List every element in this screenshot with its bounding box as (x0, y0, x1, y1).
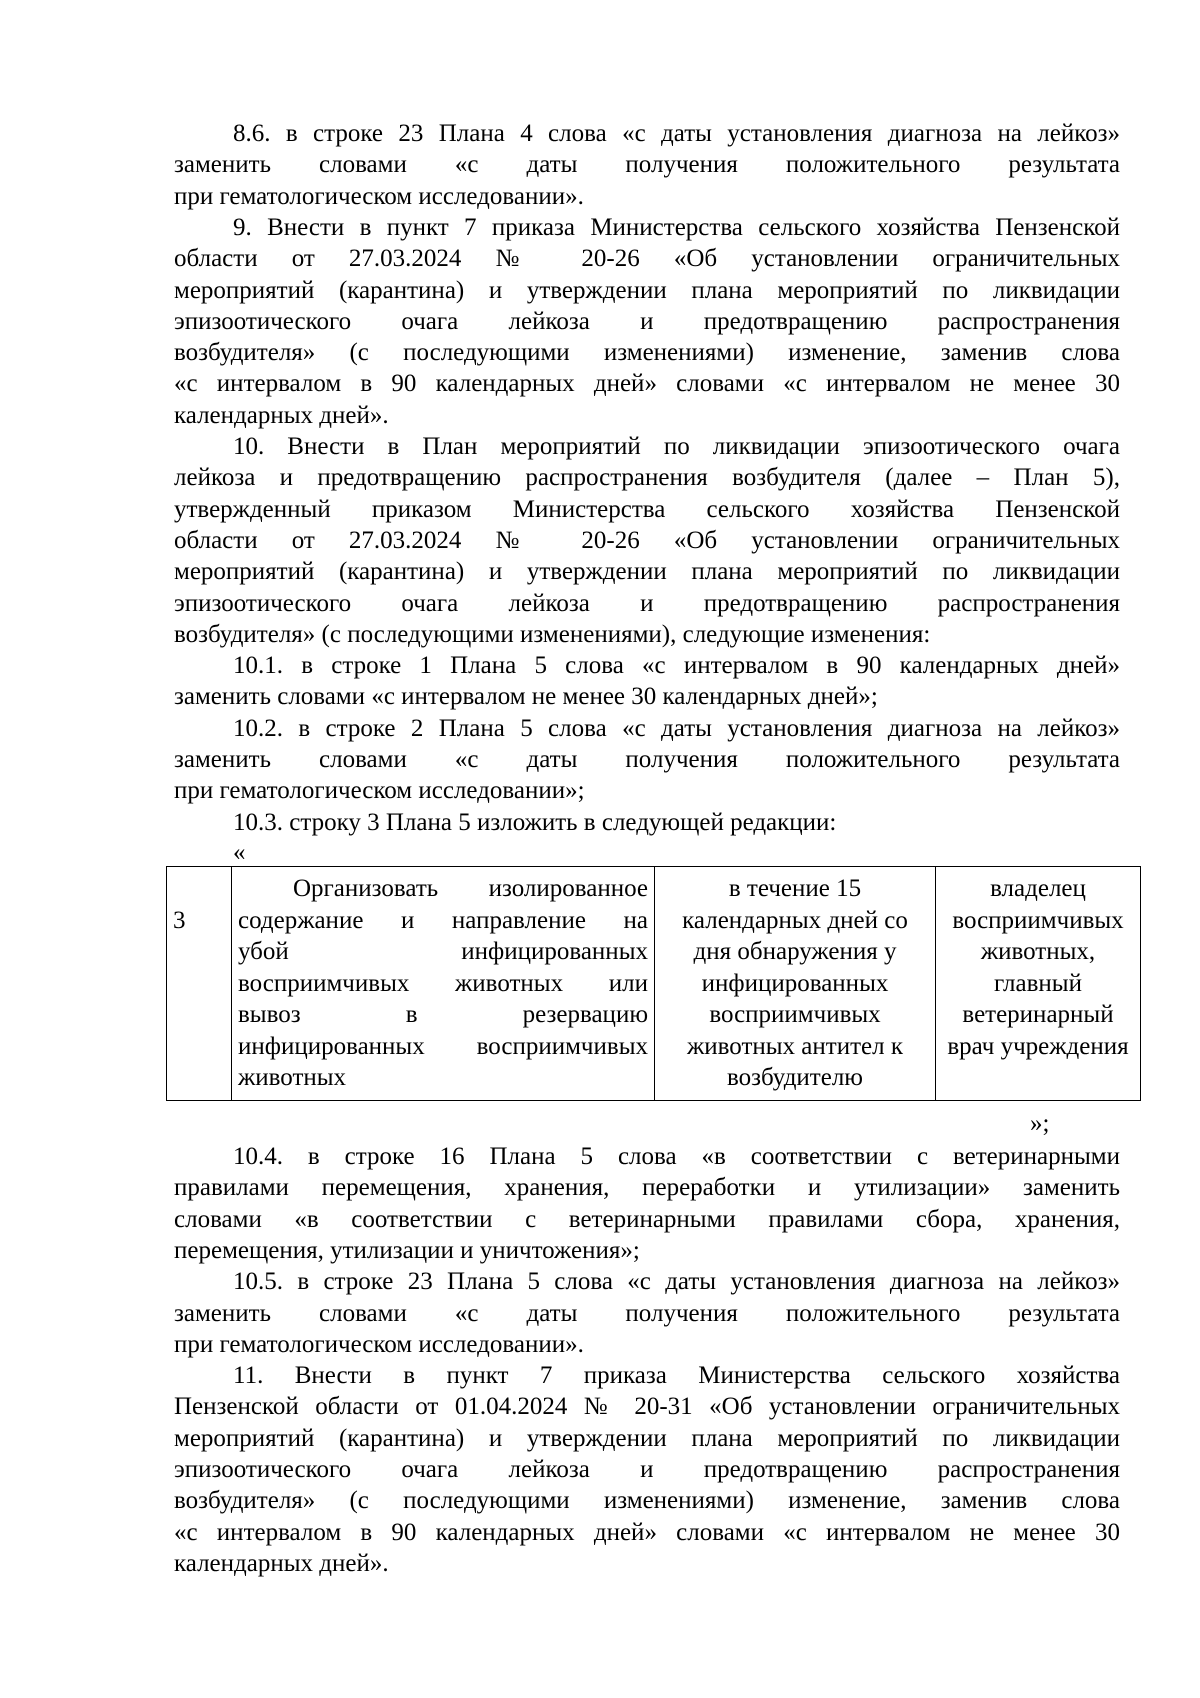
text-line: правилами перемещения, хранения, переработки и утилизации» заменить (174, 1174, 1120, 1202)
action-line: восприимчивых животных или (238, 969, 648, 997)
responsible-line: восприимчивых (952, 906, 1124, 934)
term-line: животных антител к (687, 1032, 903, 1060)
text-line: эпизоотического очага лейкоза и предотвращению распространения (174, 1456, 1120, 1483)
text-line: мероприятий (карантина) и утверждении плана мероприятий по ликвидации (174, 276, 1120, 304)
text-line: перемещения, утилизации и уничтожения»; (174, 1236, 640, 1264)
text-line: «с интервалом в 90 календарных дней» словами «с интервалом не менее 30 (174, 370, 1120, 398)
text-line: эпизоотического очага лейкоза и предотвращению распространения (174, 589, 1120, 617)
text-line: словами «в соответствии с ветеринарными правилами сбора, хранения, (174, 1205, 1120, 1233)
text-line: «с интервалом в 90 календарных дней» словами «с интервалом не менее 30 (174, 1518, 1120, 1546)
term-cell (655, 867, 936, 1101)
term-line: дня обнаружения у (693, 938, 897, 965)
text-line: заменить словами «с даты получения положительного результата (174, 151, 1120, 179)
open-quote: « (233, 839, 246, 866)
text-line: лейкоза и предотвращению распространения возбудителя (далее – План 5), (174, 464, 1120, 492)
term-line: возбудителю (727, 1064, 863, 1091)
responsible-line: врач учреждения (947, 1032, 1129, 1060)
text-line: календарных дней». (174, 401, 389, 429)
text-line: календарных дней». (174, 1549, 389, 1577)
text-line: области от 27.03.2024 № 20-26 «Об установлении ограничительных (174, 245, 1120, 273)
text-line: 11. Внести в пункт 7 приказа Министерства сельского хозяйства (233, 1362, 1120, 1390)
text-line: 10.2. в строке 2 Плана 5 слова «с даты установления диагноза на лейкоз» (233, 714, 1120, 742)
responsible-line: главный (994, 969, 1082, 997)
text-line: заменить словами «с интервалом не менее 30 календарных дней»; (174, 683, 878, 711)
text-line: мероприятий (карантина) и утверждении плана мероприятий по ликвидации (174, 1424, 1120, 1452)
text-line: при гематологическом исследовании». (174, 182, 584, 210)
text-line: области от 27.03.2024 № 20-26 «Об установлении ограничительных (174, 526, 1120, 554)
term-line: восприимчивых (709, 1001, 881, 1028)
row-number: 3 (167, 867, 232, 1101)
text-line: мероприятий (карантина) и утверждении плана мероприятий по ликвидации (174, 558, 1120, 586)
action-line: содержание и направление на (238, 906, 648, 934)
responsible-line: ветеринарный (962, 1001, 1114, 1028)
text-line: возбудителя» (с последующими изменениями) изменение, заменив слова (174, 1487, 1120, 1515)
action-line: животных (238, 1064, 347, 1091)
responsible-cell (936, 867, 1141, 1101)
text-line: Пензенской области от 01.04.2024 № 20-31 «Об установлении ограничительных (174, 1393, 1120, 1421)
term-line: календарных дней со (682, 906, 908, 934)
text-line: при гематологическом исследовании»; (174, 777, 585, 805)
text-line: 8.6. в строке 23 Плана 4 слова «с даты установления диагноза на лейкоз» (233, 120, 1120, 147)
term-line: в течение 15 (728, 875, 862, 902)
text-line: при гематологическом исследовании». (174, 1330, 584, 1358)
text-line: эпизоотического очага лейкоза и предотвращению распространения (174, 307, 1120, 335)
text-line: заменить словами «с даты получения положительного результата (174, 1299, 1120, 1327)
action-line: вывоз в резервацию (238, 1001, 648, 1028)
text-line: утвержденный приказом Министерства сельского хозяйства Пензенской (174, 495, 1120, 523)
text-line: 9. Внести в пункт 7 приказа Министерства сельского хозяйства Пензенской (233, 213, 1120, 241)
text-line: 10. Внести в План мероприятий по ликвидации эпизоотического очага (233, 433, 1120, 460)
term-line: инфицированных (701, 969, 889, 997)
responsible-line: животных, (980, 938, 1096, 965)
responsible-line: владелец (990, 875, 1086, 902)
action-line: инфицированных восприимчивых (238, 1032, 648, 1060)
text-line: 10.1. в строке 1 Плана 5 слова «с интервалом в 90 календарных дней» (233, 652, 1120, 680)
action-line: убой инфицированных (238, 938, 648, 965)
text-line: 10.4. в строке 16 Плана 5 слова «в соответствии с ветеринарными (233, 1143, 1120, 1170)
close-quote: »; (1030, 1110, 1050, 1137)
replacement-table (166, 866, 1141, 1101)
text-line: 10.5. в строке 23 Плана 5 слова «с даты установления диагноза на лейкоз» (233, 1268, 1120, 1296)
action-cell (232, 867, 655, 1101)
action-line: Организовать изолированное (293, 875, 648, 902)
text-line: заменить словами «с даты получения положительного результата (174, 746, 1120, 773)
text-line: возбудителя» (с последующими изменениями), следующие изменения: (174, 620, 931, 648)
table-row (167, 867, 1141, 1101)
text-line: 10.3. строку 3 Плана 5 изложить в следующей редакции: (233, 808, 837, 836)
text-line: возбудителя» (с последующими изменениями) изменение, заменив слова (174, 339, 1120, 367)
